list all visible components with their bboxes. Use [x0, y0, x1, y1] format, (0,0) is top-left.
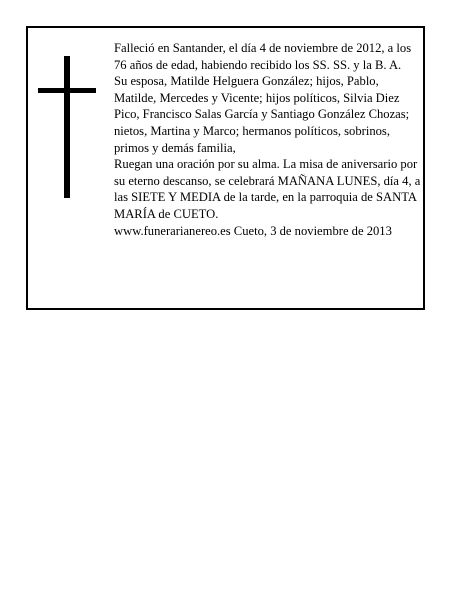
family-list: Su esposa, Matilde Helguera González; hijos, Pablo, Matilde, Mercedes y Vicente; hijos políticos, Silvia Diez Pico, Francisco Salas García y Santiago González Chozas; nietos, Martina y Marco; hermanos políticos, sobrinos, primos y demás familia,: [114, 74, 410, 155]
obituary-notice: [26, 26, 425, 310]
funeral-home-footer: www.funerarianereo.es Cueto, 3 de noviembre de 2013: [114, 223, 392, 238]
cross-horizontal-bar: [38, 88, 96, 93]
death-announcement: Falleció en Santander, el día 4 de noviembre de 2012, a los 76 años de edad, habiendo recibido los SS. SS. y la B. A.: [114, 41, 412, 72]
notice-text: [114, 40, 424, 239]
cross-vertical-bar: [64, 56, 70, 198]
mass-announcement: Ruegan una oración por su alma. La misa de aniversario por su eterno descanso, se celebrará MAÑANA LUNES, día 4, a las SIETE Y MEDIA de la tarde, en la parroquia de SANTA MARÍA de CUETO.: [114, 157, 421, 221]
latin-cross-icon: [38, 56, 96, 198]
